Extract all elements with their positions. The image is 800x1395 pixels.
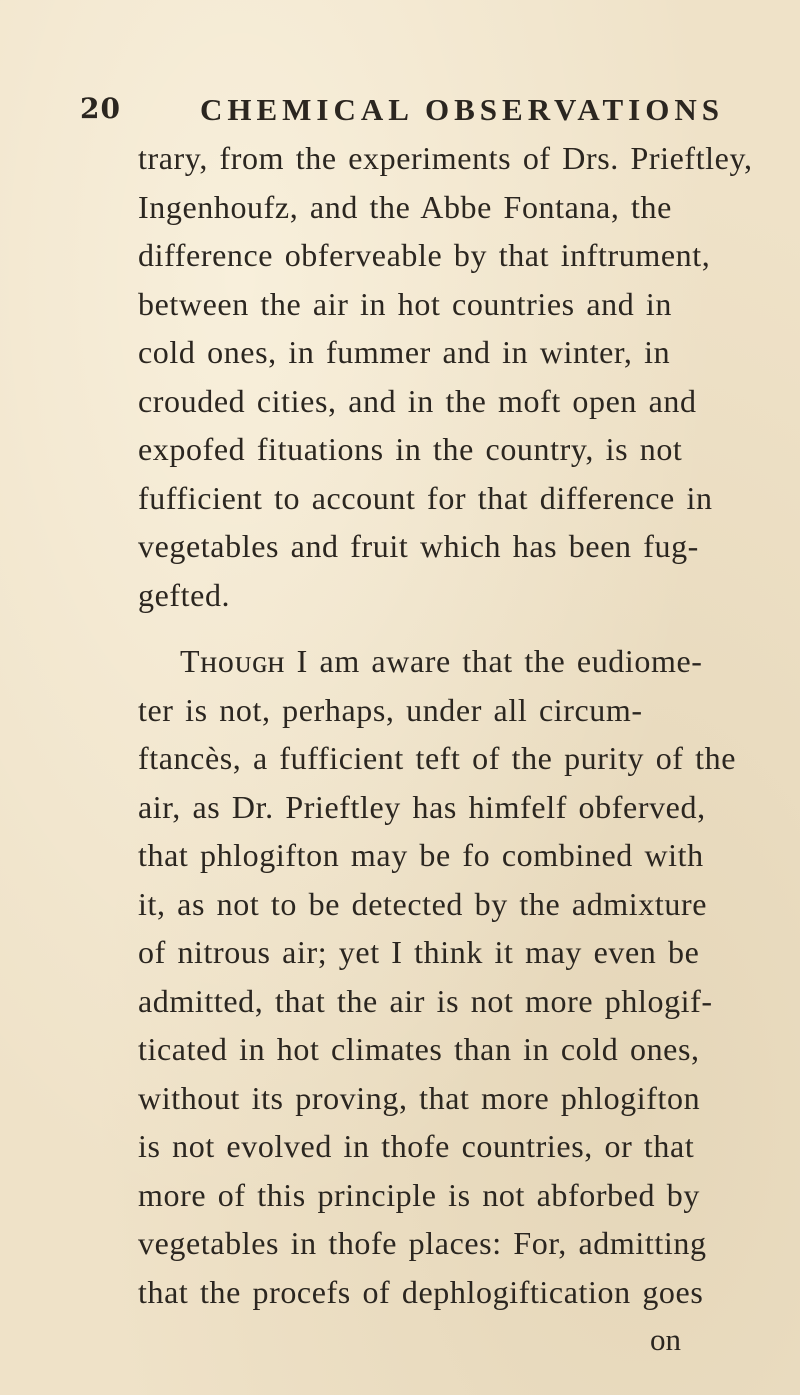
text-line: that phlogifton may be fo combined with	[138, 837, 704, 873]
text-line: without its proving, that more phlogifton	[138, 1080, 701, 1116]
text-line: ticated in hot climates than in cold ones,	[138, 1031, 700, 1067]
paragraph-opening-line: Tʜᴏᴜɢʜ I am aware that the eudiome-	[180, 643, 703, 679]
text-line: cold ones, in fummer and in winter, in	[138, 334, 671, 370]
text-line: ftancès, a fufficient teft of the purity of the	[138, 740, 737, 776]
text-line: of nitrous air; yet I think it may even be	[138, 934, 700, 970]
page-number: 20	[80, 92, 121, 125]
running-head	[80, 92, 724, 132]
text-line: more of this principle is not abforbed by	[138, 1177, 700, 1213]
text-line: that the procefs of dephlogiftication goes	[138, 1274, 704, 1310]
text-line: fufficient to account for that difference in	[138, 480, 713, 516]
text-line: between the air in hot countries and in	[138, 286, 673, 322]
text-line: difference obferveable by that inftrument,	[138, 237, 711, 273]
text-line: admitted, that the air is not more phlogif-	[138, 983, 713, 1019]
running-head-title: CHEMICAL OBSERVATIONS	[200, 92, 724, 127]
text-line: crouded cities, and in the moft open and	[138, 383, 697, 419]
text-line: vegetables in thofe places: For, admitting	[138, 1225, 707, 1261]
text-line: Ingenhoufz, and the Abbe Fontana, the	[138, 189, 672, 225]
text-line: gefted.	[138, 577, 231, 613]
text-line: is not evolved in thofe countries, or that	[138, 1128, 695, 1164]
text-line: it, as not to be detected by the admixture	[138, 886, 708, 922]
text-line: vegetables and fruit which has been fug-	[138, 528, 699, 564]
text-line: ter is not, perhaps, under all circum-	[138, 692, 643, 728]
catchword: on	[650, 1322, 681, 1357]
text-line: expofed fituations in the country, is not	[138, 431, 683, 467]
text-line: air, as Dr. Prieftley has himfelf obferved,	[138, 789, 706, 825]
text-line: trary, from the experiments of Drs. Prieftley,	[138, 140, 753, 176]
